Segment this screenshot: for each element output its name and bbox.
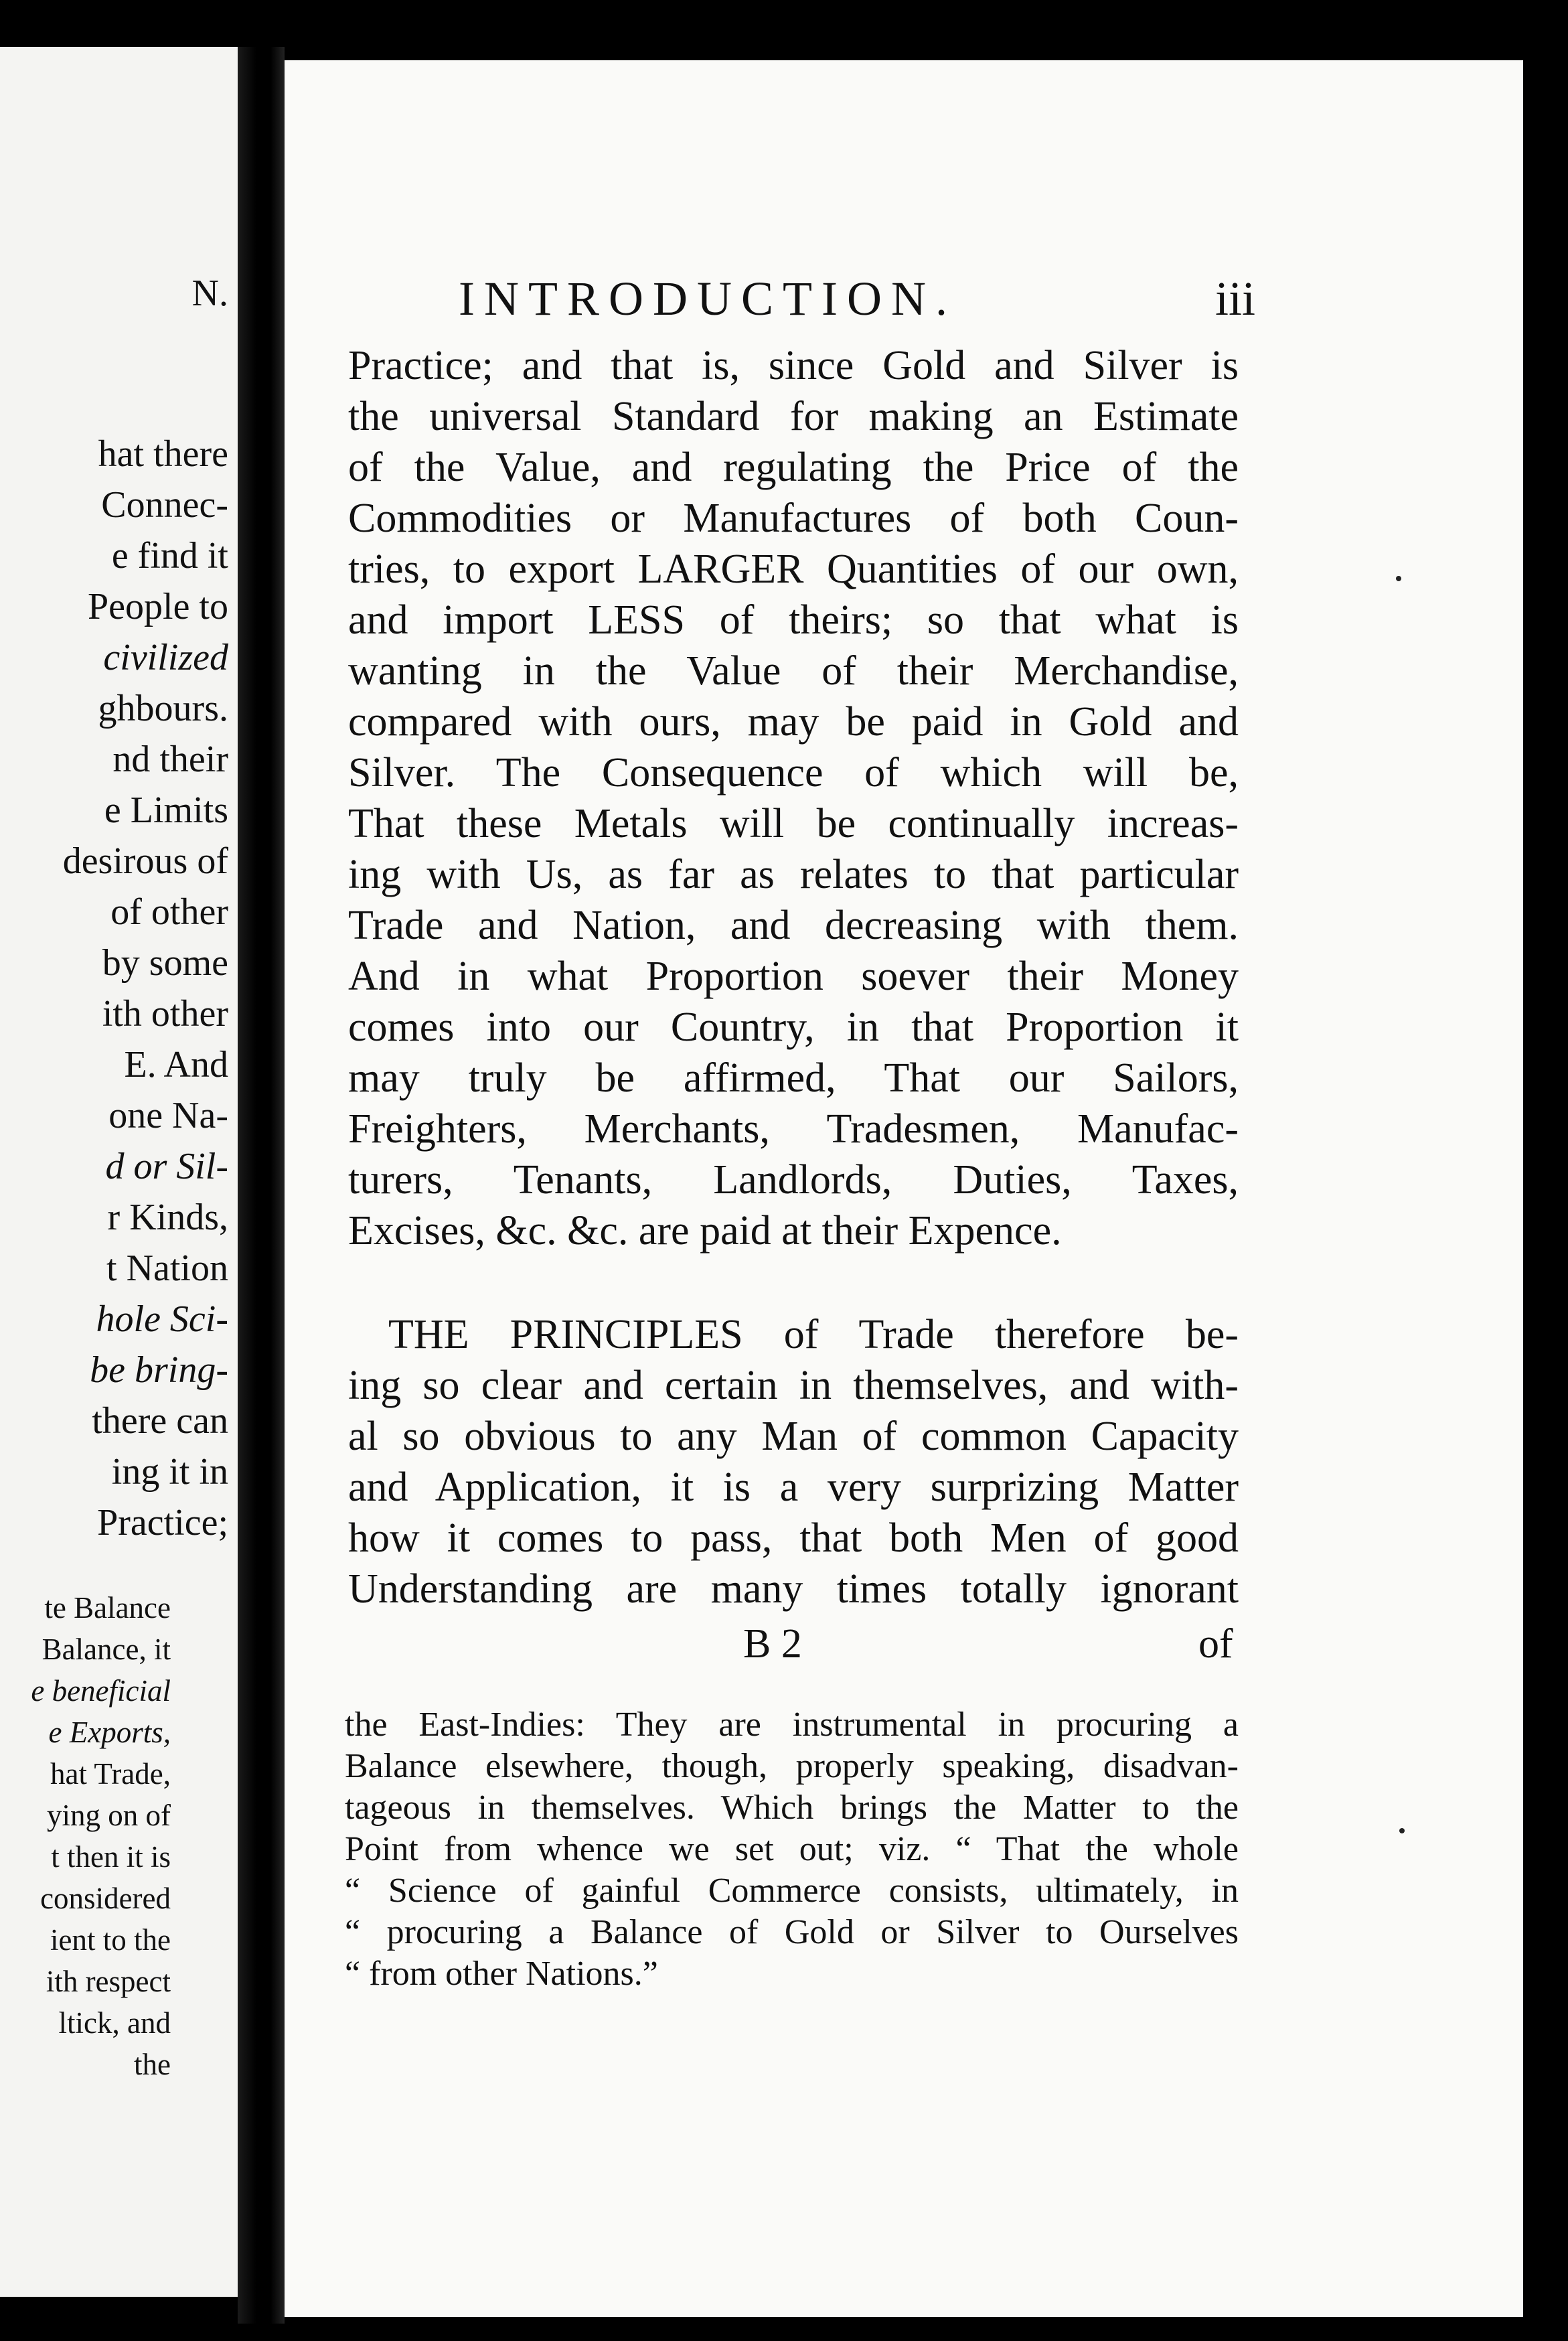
body-line: Practice; and that is, since Gold and Silver is (348, 343, 1239, 388)
left-page-note: ltick, and (58, 2006, 171, 2040)
left-page-line: nd their (112, 739, 228, 780)
body-line: and Application, it is a very surprizing Matter (348, 1464, 1239, 1510)
left-page-line: desirous of (62, 840, 228, 882)
catchword: of (1198, 1621, 1233, 1667)
left-page-note: te Balance (44, 1591, 171, 1625)
running-header: INTRODUCTION. (459, 272, 957, 325)
body-line: Understanding are many times totally ignorant (348, 1566, 1239, 1612)
left-page-line: by some (102, 942, 228, 984)
ink-speck (1396, 576, 1401, 581)
left-page-line: there can (92, 1400, 228, 1442)
left-page-line: People to (88, 586, 228, 627)
body-line: and import LESS of theirs; so that what is (348, 597, 1239, 643)
left-page-line: of other (110, 891, 228, 933)
left-page-line: r Kinds, (107, 1197, 228, 1238)
body-line: Trade and Nation, and decreasing with them. (348, 903, 1239, 948)
left-page-note: hat Trade, (50, 1757, 171, 1791)
left-page-line: ghbours. (98, 688, 228, 729)
left-page-line: ith other (102, 993, 228, 1035)
footnote-line: Point from whence we set out; viz. “ That the whole (345, 1830, 1239, 1868)
body-line: how it comes to pass, that both Men of good (348, 1515, 1239, 1561)
left-page (0, 47, 238, 2297)
body-line: That these Metals will be continually increas- (348, 801, 1239, 846)
left-page-note: t then it is (51, 1840, 171, 1874)
left-page-line: e find it (111, 535, 228, 577)
footnote-line: Balance elsewhere, though, properly speaking, disadvan- (345, 1747, 1239, 1785)
left-page-line: e Limits (104, 789, 228, 831)
left-page-line: hole Sci- (96, 1298, 228, 1340)
body-line: turers, Tenants, Landlords, Duties, Taxes, (348, 1157, 1239, 1203)
body-line: THE PRINCIPLES of Trade therefore be- (388, 1312, 1239, 1357)
body-line: Silver. The Consequence of which will be, (348, 750, 1239, 796)
body-line: compared with ours, may be paid in Gold and (348, 699, 1239, 745)
left-page-note: e Exports, (48, 1716, 171, 1749)
left-page-line: d or Sil- (105, 1146, 228, 1187)
body-line: And in what Proportion soever their Money (348, 954, 1239, 999)
left-page-line: Connec- (101, 484, 228, 526)
left-page-note: ying on of (47, 1799, 171, 1832)
left-page-line: t Nation (106, 1248, 228, 1289)
left-page-line: N. (191, 273, 228, 314)
signature-mark: B 2 (743, 1621, 802, 1667)
left-page-note: Balance, it (42, 1633, 171, 1666)
left-page-line: E. And (124, 1044, 228, 1085)
left-page-note: ient to the (50, 1923, 171, 1957)
footnote-line: the East-Indies: They are instrumental in procuring a (345, 1706, 1239, 1744)
body-line: the universal Standard for making an Estimate (348, 394, 1239, 439)
left-page-line: hat there (98, 433, 228, 475)
body-line: comes into our Country, in that Proportion it (348, 1004, 1239, 1050)
left-page-line: ing it in (111, 1451, 228, 1493)
footnote-line: “ Science of gainful Commerce consists, ultimately, in (345, 1872, 1239, 1910)
footnote-line: tageous in themselves. Which brings the Matter to the (345, 1789, 1239, 1827)
body-line: al so obvious to any Man of common Capacity (348, 1414, 1239, 1459)
body-line: ing with Us, as far as relates to that particular (348, 852, 1239, 897)
body-line: Commodities or Manufactures of both Coun- (348, 496, 1239, 541)
body-line: wanting in the Value of their Merchandise, (348, 648, 1239, 694)
left-page-line: civilized (103, 637, 228, 678)
page-number: iii (1215, 272, 1256, 325)
left-page-note: ith respect (46, 1965, 171, 1998)
body-line: Excises, &c. &c. are paid at their Expence. (348, 1208, 1062, 1254)
left-page-note: e beneficial (31, 1674, 171, 1708)
left-page-line: Practice; (97, 1502, 228, 1543)
body-line: ing so clear and certain in themselves, and with- (348, 1363, 1239, 1408)
footnote-line: “ procuring a Balance of Gold or Silver to Ourselves (345, 1913, 1239, 1951)
book-gutter (238, 47, 285, 2324)
ink-speck (1399, 1828, 1405, 1833)
body-line: may truly be affirmed, That our Sailors, (348, 1055, 1239, 1101)
left-page-note: the (134, 2048, 171, 2081)
body-line: Freighters, Merchants, Tradesmen, Manufac- (348, 1106, 1239, 1152)
left-page-line: one Na- (108, 1095, 228, 1136)
body-line: tries, to export LARGER Quantities of our own, (348, 546, 1239, 592)
body-line: of the Value, and regulating the Price of the (348, 445, 1239, 490)
left-page-line: be bring- (90, 1349, 228, 1391)
left-page-note: considered (40, 1882, 171, 1915)
footnote-line: “ from other Nations.” (345, 1955, 658, 1993)
